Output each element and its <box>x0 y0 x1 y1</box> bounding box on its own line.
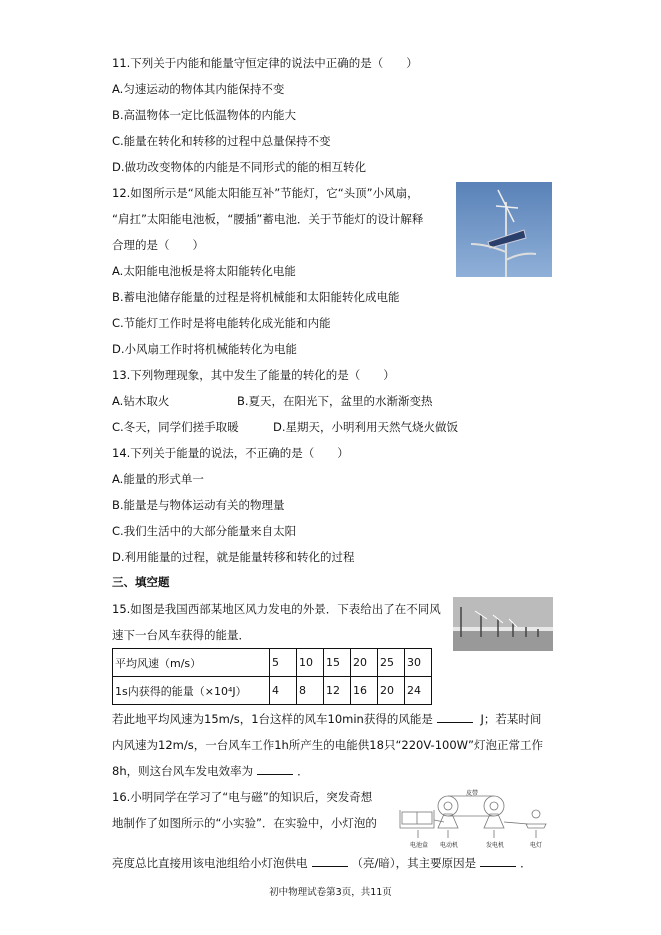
q12-option-d: D.小风扇工作时将机械能转化为电能 <box>112 342 298 356</box>
q15-text: 若此地平均风速为15m/s，1台这样的风车10min获得的风能是 <box>112 712 433 726</box>
q16-text: 亮度总比直接用该电池组给小灯泡供电 <box>112 856 308 870</box>
table-row <box>113 649 432 677</box>
diagram-label: 发电机 <box>486 842 505 849</box>
q15-text: ． <box>297 764 309 778</box>
q12-option-c: C.节能灯工作时是将电能转化成光能和内能 <box>112 316 331 330</box>
q16-text: （亮/暗），其主要原因是 <box>351 856 477 870</box>
section-heading: 三、填空题 <box>112 575 170 589</box>
table-cell: 20 <box>351 649 378 677</box>
answer-blank[interactable] <box>437 712 473 723</box>
q12-stem-3: 合理的是（ ） <box>112 238 204 252</box>
table-cell: 15 <box>324 649 351 677</box>
table-cell: 8 <box>297 677 324 705</box>
q12-option-b: B.蓄电池储存能量的过程是将机械能和太阳能转化成电能 <box>112 290 400 304</box>
q14-option-c: C.我们生活中的大部分能量来自太阳 <box>112 524 297 538</box>
table-cell: 5 <box>270 649 297 677</box>
table-cell: 12 <box>324 677 351 705</box>
table-cell: 25 <box>378 649 405 677</box>
q14-stem: 14.下列关于能量的说法，不正确的是（ ） <box>112 446 349 460</box>
q15-line-1 <box>112 712 541 726</box>
table-cell: 10 <box>297 649 324 677</box>
q11-option-c: C.能量在转化和转移的过程中总量保持不变 <box>112 134 331 148</box>
q16-line-1: 16.小明同学在学习了“电与磁”的知识后，突发奇想 <box>112 790 373 804</box>
answer-blank[interactable] <box>312 856 348 867</box>
wind-energy-table <box>112 648 432 705</box>
q12-stem-2: “肩扛”太阳能电池板，“腰插”蓄电池．关于节能灯的设计解释 <box>112 212 424 226</box>
table-cell: 4 <box>270 677 297 705</box>
table-row <box>113 677 432 705</box>
q13-option-a: A.钻木取火 <box>112 394 170 408</box>
wind-farm-image <box>453 597 553 651</box>
table-cell: 30 <box>405 649 432 677</box>
table-cell: 16 <box>351 677 378 705</box>
diagram-label: 电动机 <box>440 842 459 849</box>
q11-option-a: A.匀速运动的物体其内能保持不变 <box>112 82 285 96</box>
diagram-label: 电池盒 <box>410 842 429 849</box>
q14-option-d: D.利用能量的过程，就是能量转移和转化的过程 <box>112 550 355 564</box>
q11-option-d: D.做功改变物体的内能是不同形式的能的相互转化 <box>112 160 367 174</box>
q13-option-c: C.冬天，同学们搓手取暖 <box>112 420 239 434</box>
diagram-label: 电灯 <box>530 842 543 849</box>
q13-option-b: B.夏天，在阳光下，盆里的水渐渐变热 <box>237 394 433 408</box>
diagram-label: 皮带 <box>466 790 479 797</box>
q15-stem-1: 15.如图是我国西部某地区风力发电的外景．下表给出了在不同风 <box>112 602 441 616</box>
q15-text: 8h，则这台风车发电效率为 <box>112 764 254 778</box>
solar-wind-lamp-image <box>456 182 552 277</box>
q15-line-3 <box>112 764 309 778</box>
motor-generator-diagram <box>398 788 553 848</box>
q13-option-d: D.星期天，小明利用天然气烧火做饭 <box>273 420 459 434</box>
table-header-cell: 平均风速（m/s） <box>113 649 270 677</box>
q14-option-a: A.能量的形式单一 <box>112 472 204 486</box>
q16-line-2: 地制作了如图所示的“小实验”．在实验中，小灯泡的 <box>112 816 377 830</box>
q15-line-2: 内风速为12m/s，一台风车工作1h所产生的电能供18只“220V-100W”灯泡正常工作 <box>112 738 543 752</box>
q13-stem: 13.下列物理现象，其中发生了能量的转化的是（ ） <box>112 368 395 382</box>
page-footer: 初中物理试卷第3页，共11页 <box>269 887 392 898</box>
q12-option-a: A.太阳能电池板是将太阳能转化电能 <box>112 264 296 278</box>
table-cell: 24 <box>405 677 432 705</box>
q12-stem-1: 12.如图所示是“风能太阳能互补”节能灯，它“头顶”小风扇， <box>112 186 419 200</box>
table-header-cell: 1s内获得的能量（×10⁴J） <box>113 677 270 705</box>
q11-stem: 11.下列关于内能和能量守恒定律的说法中正确的是（ ） <box>112 56 418 70</box>
q16-line-3 <box>112 856 532 870</box>
answer-blank[interactable] <box>480 856 516 867</box>
table-cell: 20 <box>378 677 405 705</box>
q15-stem-2: 速下一台风车获得的能量． <box>112 628 250 642</box>
q15-text: J；若某时间 <box>480 712 542 726</box>
q11-option-b: B.高温物体一定比低温物体的内能大 <box>112 108 297 122</box>
q16-text: ． <box>520 856 532 870</box>
q14-option-b: B.能量是与物体运动有关的物理量 <box>112 498 285 512</box>
answer-blank[interactable] <box>257 764 293 775</box>
